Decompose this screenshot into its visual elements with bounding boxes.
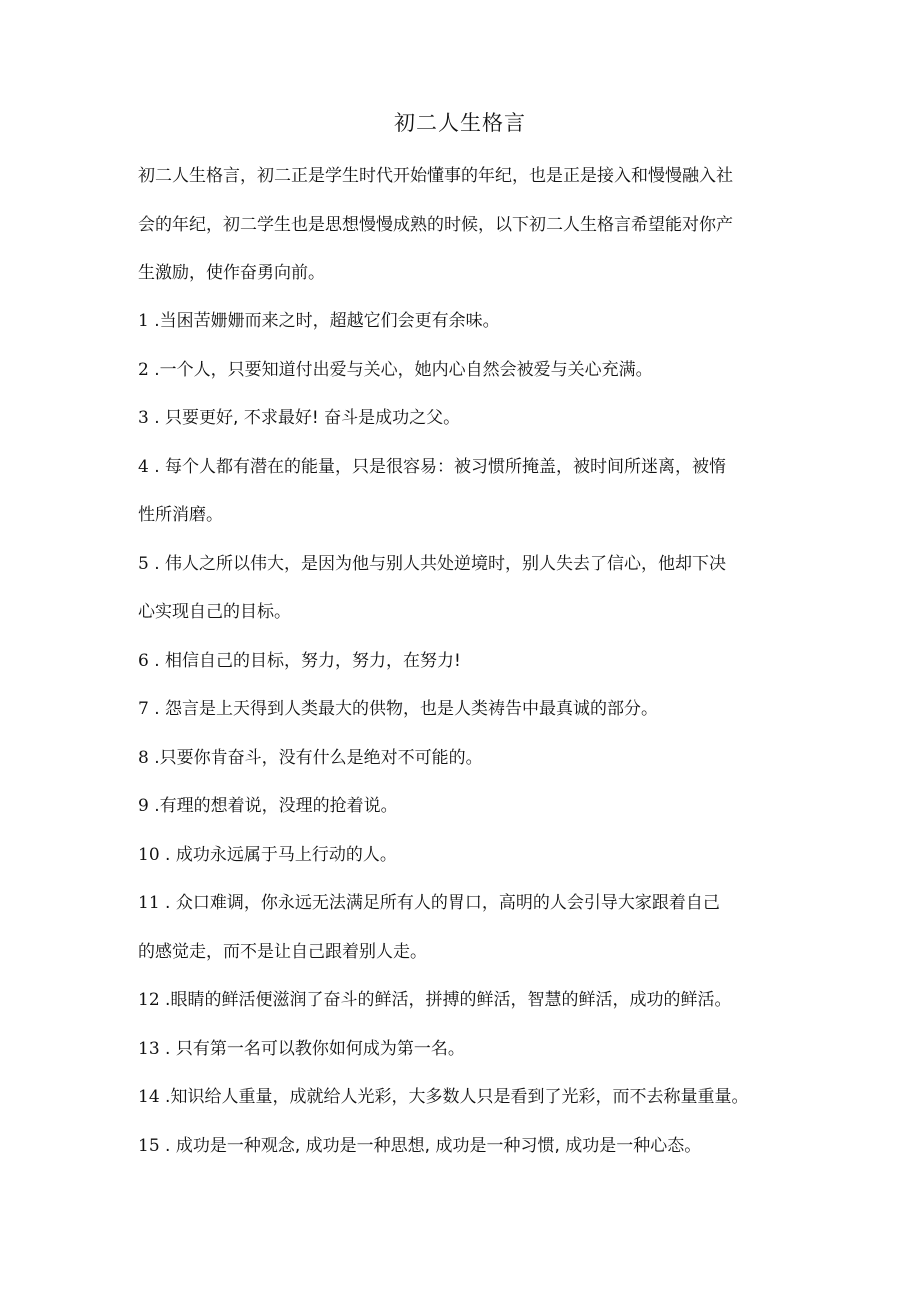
list-item: [138, 782, 798, 831]
item-number: 13: [138, 1038, 160, 1059]
item-text-continued: 性所消磨。: [138, 505, 223, 525]
list-item: [138, 394, 798, 443]
item-text: . 只要更好, 不求最好! 奋斗是成功之父。: [148, 408, 461, 428]
item-number: 8: [138, 747, 149, 768]
item-number: 5: [138, 553, 149, 574]
list-item: [138, 637, 798, 686]
list-item: [138, 443, 798, 540]
item-text: . 相信自己的目标，努力，努力，在努力!: [148, 650, 461, 671]
intro-line: 会的年纪，初二学生也是思想慢慢成熟的时候，以下初二人生格言希望能对你产: [138, 214, 733, 235]
intro-line: 初二人生格言，初二正是学生时代开始懂事的年纪，也是正是接入和慢慢融入社: [138, 166, 733, 186]
list-item: [138, 734, 798, 783]
item-number: 14: [138, 1087, 160, 1107]
item-text: . 成功永远属于马上行动的人。: [159, 844, 397, 865]
item-number: 1: [138, 311, 149, 331]
item-number: 9: [138, 796, 149, 816]
item-text: . 只有第一名可以教你如何成为第一名。: [159, 1038, 465, 1059]
item-number: 3: [138, 408, 149, 428]
item-text: .有理的想着说，没理的抢着说。: [148, 796, 398, 816]
list-item: [138, 297, 798, 346]
list-item: [138, 1025, 798, 1074]
item-text: .当困苦姗姗而来之时，超越它们会更有余味。: [148, 311, 500, 331]
page-title: 初二人生格言: [394, 111, 526, 135]
intro-line: 生激励，使作奋勇向前。: [138, 263, 325, 283]
list-item: [138, 1073, 798, 1122]
item-text: . 众口难调，你永远无法满足所有人的胃口，高明的人会引导大家跟着自己: [159, 893, 720, 913]
list-item: [138, 976, 798, 1025]
list-item: [138, 831, 798, 880]
item-text: .知识给人重量，成就给人光彩，大多数人只是看到了光彩，而不去称量重量。: [159, 1087, 749, 1107]
item-text-continued: 心实现自己的目标。: [138, 602, 291, 622]
item-number: 4: [138, 456, 149, 477]
item-text: . 成功是一种观念, 成功是一种思想, 成功是一种习惯, 成功是一种心态。: [159, 1136, 702, 1156]
item-number: 12: [138, 990, 160, 1010]
item-text: .眼睛的鲜活便滋润了奋斗的鲜活，拼搏的鲜活，智慧的鲜活，成功的鲜活。: [159, 990, 732, 1010]
list-item: [138, 685, 798, 734]
item-number: 6: [138, 650, 149, 671]
item-number: 2: [138, 359, 149, 380]
list-item: [138, 540, 798, 637]
list-item: [138, 879, 798, 976]
item-text: .一个人，只要知道付出爱与关心，她内心自然会被爱与关心充满。: [148, 359, 653, 380]
item-number: 11: [138, 893, 160, 913]
list-item: [138, 1122, 701, 1171]
item-number: 7: [138, 699, 149, 719]
intro-paragraph: [138, 152, 798, 298]
list-item: [138, 346, 798, 395]
item-text: . 怨言是上天得到人类最大的供物，也是人类祷告中最真诚的部分。: [148, 699, 659, 719]
item-text: . 伟人之所以伟大，是因为他与别人共处逆境时，别人失去了信心，他却下决: [148, 553, 727, 574]
item-number: 15: [138, 1136, 160, 1156]
item-text: . 每个人都有潜在的能量，只是很容易：被习惯所掩盖，被时间所迷离，被惰: [148, 456, 727, 477]
item-number: 10: [138, 844, 160, 865]
item-text-continued: 的感觉走，而不是让自己跟着别人走。: [138, 941, 427, 962]
item-text: .只要你肯奋斗，没有什么是绝对不可能的。: [148, 747, 483, 768]
quote-list: [138, 297, 798, 1122]
